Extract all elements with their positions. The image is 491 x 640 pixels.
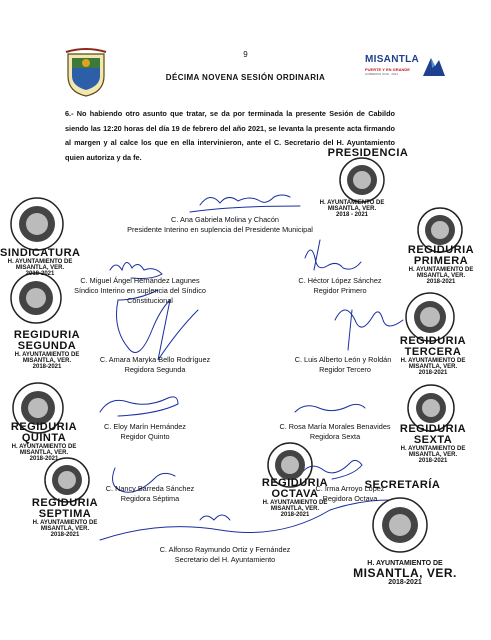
stamp-presidencia: PRESIDENCIA <box>327 147 409 159</box>
misantla-logo <box>365 54 445 84</box>
seal-regiduria-segunda <box>8 270 64 326</box>
stamp-regiduria-primera: REGIDURIA PRIMERA H. AYUNTAMIENTO DE MISANTLA, VER. 2018-2021 <box>407 244 475 285</box>
seal-presidencia <box>337 155 387 205</box>
stamp-regiduria-sexta: REGIDURIA SEXTA H. AYUNTAMIENTO DE MISANTLA, VER. 2018-2021 <box>399 423 467 464</box>
signatory-regidora-octava-role: Regidora Octava <box>322 494 378 503</box>
session-title: DÉCIMA NOVENA SESIÓN ORDINARIA <box>165 73 326 82</box>
stamp-presidencia-details: H. AYUNTAMIENTO DE MISANTLA, VER. 2018 - 2021 <box>319 200 385 218</box>
signatory-sindico-role2: Constitucional <box>127 296 173 305</box>
stamp-regiduria-septima: REGIDURIA SEPTIMA H. AYUNTAMIENTO DE MISANTLA, VER. 2018-2021 <box>31 497 99 538</box>
logo-sub: GOBIERNO 2018 - 2021 <box>365 72 399 76</box>
signature-regidora-segunda <box>117 300 199 360</box>
signatory-secretario-role: Secretario del H. Ayuntamiento <box>174 555 276 564</box>
signature-regidora-sexta <box>295 404 365 412</box>
signature-regidor-tercero <box>335 310 403 327</box>
signature-regidor-quinto <box>100 397 178 416</box>
signatory-regidora-septima-name: C. Nancy Barreda Sánchez <box>105 484 195 493</box>
page-number: 9 <box>243 50 248 59</box>
signatory-regidor-primero-name: C. Héctor López Sánchez <box>298 276 382 285</box>
signature-secretario <box>100 500 390 540</box>
stamp-secretaria-details: H. AYUNTAMIENTO DE MISANTLA, VER. 2018-2021 <box>353 560 457 586</box>
signatory-sindico-role: Síndico Interino en suplencia del Síndico <box>74 286 206 295</box>
signatory-secretario-name: C. Alfonso Raymundo Ortiz y Fernández <box>159 545 291 554</box>
stamp-regiduria-tercera: REGIDURIA TERCERA H. AYUNTAMIENTO DE MISANTLA, VER. 2018-2021 <box>399 335 467 376</box>
signatory-regidora-segunda-name: C. Amara Maryka Bello Rodríguez <box>99 355 211 364</box>
signatory-regidora-sexta-role: Regidora Sexta <box>309 432 361 441</box>
signature-regidor-primero <box>305 250 361 269</box>
signatory-president-name: C. Ana Gabriela Molina y Chacón <box>171 215 279 224</box>
signatory-regidora-segunda-role: Regidora Segunda <box>124 365 186 374</box>
signatory-regidor-quinto-name: C. Eloy Marín Hernández <box>104 422 186 431</box>
signatory-sindico-name: C. Miguel Ángel Hernández Lagunes <box>80 276 200 285</box>
signatory-regidor-primero-role: Regidor Primero <box>313 286 367 295</box>
logo-tagline: PUERTE Y EN GRANDE <box>365 67 410 72</box>
signatory-regidor-tercero-role: Regidor Tercero <box>319 365 371 374</box>
seal-secretaria <box>370 495 430 555</box>
signature-president <box>200 195 290 205</box>
signatory-regidor-quinto-role: Regidor Quinto <box>120 432 170 441</box>
signatory-president-role: Presidente Interino en suplencia del Presidente Municipal <box>127 225 313 234</box>
stamp-secretaria: SECRETARÍA <box>364 479 441 491</box>
signatory-regidora-sexta-name: C. Rosa María Morales Benavides <box>279 422 391 431</box>
stamp-regiduria-quinta: REGIDURIA QUINTA H. AYUNTAMIENTO DE MISANTLA, VER. 2018-2021 <box>10 421 78 462</box>
stamp-regiduria-segunda: REGIDURIA SEGUNDA H. AYUNTAMIENTO DE MISANTLA, VER. 2018-2021 <box>13 329 81 370</box>
closing-paragraph: 6.- No habiendo otro asunto que tratar, se da por terminada la presente Sesión de Cabildo siendo las 12:20 horas del día 19 de febrero del año 2021, se levanta la presente acta firmando al margen y al calce los que en ella intervinieron, ante el C. Secretario del H. Ayuntamiento quien autoriza y da fe. <box>65 109 395 162</box>
logo-mountain-icon <box>423 56 445 76</box>
signatory-regidora-octava-name: C. Irma Arroyo López <box>315 484 385 493</box>
logo-name: MISANTLA <box>365 54 420 65</box>
stamp-sindicatura: SINDICATURA H. AYUNTAMIENTO DE MISANTLA, VER. 2018-2021 <box>0 247 81 277</box>
signatory-regidor-tercero-name: C. Luis Alberto León y Roldán <box>294 355 392 364</box>
stamp-regiduria-octava: REGIDURIA OCTAVA H. AYUNTAMIENTO DE MISANTLA, VER. 2018-2021 <box>261 477 329 518</box>
signatory-regidora-septima-role: Regidora Séptima <box>120 494 180 503</box>
seal-sindicatura <box>8 195 66 253</box>
